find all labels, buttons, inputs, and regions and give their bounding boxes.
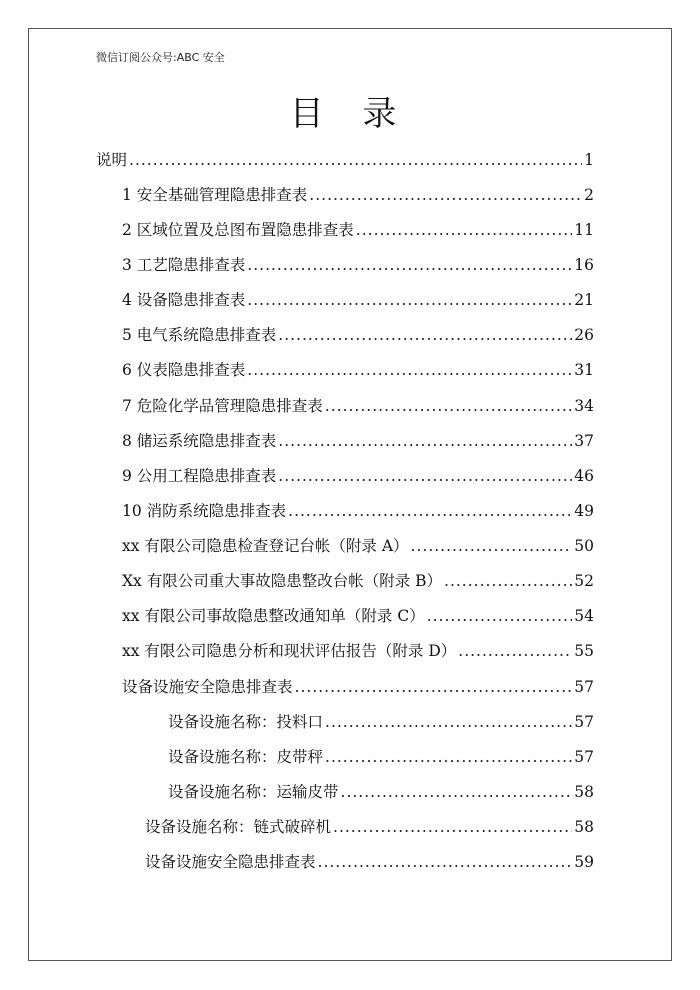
toc-leader-dots	[295, 678, 573, 696]
toc-entry-page: 11	[574, 221, 594, 239]
toc-leader-dots	[411, 537, 573, 555]
toc-entry-label: 设备设施名称：皮带秤	[168, 748, 324, 766]
toc-entry[interactable]	[168, 780, 594, 804]
toc-entry-label: 2 区域位置及总图布置隐患排查表	[122, 221, 354, 239]
toc-leader-dots	[427, 607, 573, 625]
toc-entry-label: 设备设施安全隐患排查表	[145, 853, 316, 871]
toc-leader-dots	[278, 467, 572, 485]
toc-entry-page: 46	[574, 467, 594, 485]
toc-entry-label: 设备设施安全隐患排查表	[122, 678, 293, 696]
toc-entry-page: 58	[574, 783, 594, 801]
toc-leader-dots	[458, 642, 572, 660]
toc-entry-label: 设备设施名称：投料口	[168, 713, 324, 731]
toc-leader-dots	[247, 291, 572, 309]
toc-entry-page: 57	[574, 713, 594, 731]
toc-entry[interactable]	[122, 429, 594, 453]
toc-entry-page: 54	[574, 607, 594, 625]
toc-entry[interactable]	[122, 534, 594, 558]
toc-entry[interactable]	[122, 464, 594, 488]
toc-entry[interactable]	[168, 745, 594, 769]
toc-entry[interactable]	[122, 218, 594, 242]
toc-entry-label: 6 仪表隐患排查表	[122, 361, 246, 379]
toc-leader-dots	[318, 853, 573, 871]
toc-entry[interactable]	[168, 710, 594, 734]
toc-entry-page: 55	[574, 642, 594, 660]
toc-entry-label: 设备设施名称：链式破碎机	[145, 818, 332, 836]
toc-entry[interactable]	[122, 358, 594, 382]
toc-entry[interactable]	[122, 323, 594, 347]
toc-entry-label: 8 储运系统隐患排查表	[122, 432, 277, 450]
toc-entry-label: 10 消防系统隐患排查表	[122, 502, 287, 520]
toc-leader-dots	[325, 748, 572, 766]
toc-entry-page: 57	[574, 748, 594, 766]
toc-entry-page: 58	[574, 818, 594, 836]
toc-entry[interactable]	[145, 850, 594, 874]
toc-leader-dots	[333, 818, 572, 836]
toc-entry-page: 59	[574, 853, 594, 871]
header-note: 微信订阅公众号:ABC 安全	[96, 51, 225, 64]
toc-entry-label: 设备设施名称：运输皮带	[168, 783, 339, 801]
toc-entry[interactable]	[122, 183, 594, 207]
toc-entry-page: 52	[574, 572, 594, 590]
toc-entry-label: 9 公用工程隐患排查表	[122, 467, 277, 485]
toc-entry-page: 49	[574, 502, 594, 520]
toc-entry[interactable]	[96, 148, 594, 172]
toc-entry[interactable]	[122, 569, 594, 593]
toc-leader-dots	[278, 326, 572, 344]
toc-entry-page: 21	[574, 291, 594, 309]
toc-leader-dots	[325, 713, 572, 731]
toc-leader-dots	[288, 502, 572, 520]
toc-entry-label: xx 有限公司隐患检查登记台帐（附录 A）	[122, 537, 409, 555]
toc-entry[interactable]	[122, 675, 594, 699]
toc-entry-page: 2	[584, 186, 594, 204]
toc-leader-dots	[129, 151, 582, 169]
toc-entry[interactable]	[145, 815, 594, 839]
toc-entry[interactable]	[122, 499, 594, 523]
toc-entry[interactable]	[122, 394, 594, 418]
toc-entry[interactable]	[122, 639, 594, 663]
toc-entry[interactable]	[122, 253, 594, 277]
toc-leader-dots	[444, 572, 572, 590]
toc-leader-dots	[341, 783, 573, 801]
toc-entry-label: xx 有限公司隐患分析和现状评估报告（附录 D）	[122, 642, 457, 660]
toc-entry-page: 37	[574, 432, 594, 450]
toc-entry-page: 57	[574, 678, 594, 696]
toc-entry[interactable]	[122, 288, 594, 312]
toc-entry[interactable]	[122, 604, 594, 628]
toc-entry-page: 16	[574, 256, 594, 274]
page-title: 目 录	[289, 94, 411, 134]
toc-entry-label: 3 工艺隐患排查表	[122, 256, 246, 274]
toc-leader-dots	[356, 221, 572, 239]
toc-entry-label: 说明	[96, 151, 128, 169]
toc-entry-label: Xx 有限公司重大事故隐患整改台帐（附录 B）	[122, 572, 443, 590]
toc-leader-dots	[247, 256, 572, 274]
toc-entry-page: 26	[574, 326, 594, 344]
toc-entry-label: xx 有限公司事故隐患整改通知单（附录 C）	[122, 607, 425, 625]
toc-leader-dots	[309, 186, 582, 204]
toc-entry-label: 4 设备隐患排查表	[122, 291, 246, 309]
toc-entry-page: 31	[574, 361, 594, 379]
toc-entry-page: 50	[574, 537, 594, 555]
toc-leader-dots	[247, 361, 572, 379]
toc-leader-dots	[325, 397, 572, 415]
toc-entry-label: 5 电气系统隐患排查表	[122, 326, 277, 344]
toc-leader-dots	[278, 432, 572, 450]
toc-entry-page: 1	[584, 151, 594, 169]
toc-entry-label: 1 安全基础管理隐患排查表	[122, 186, 308, 204]
toc-entry-page: 34	[574, 397, 594, 415]
toc-entry-label: 7 危险化学品管理隐患排查表	[122, 397, 323, 415]
